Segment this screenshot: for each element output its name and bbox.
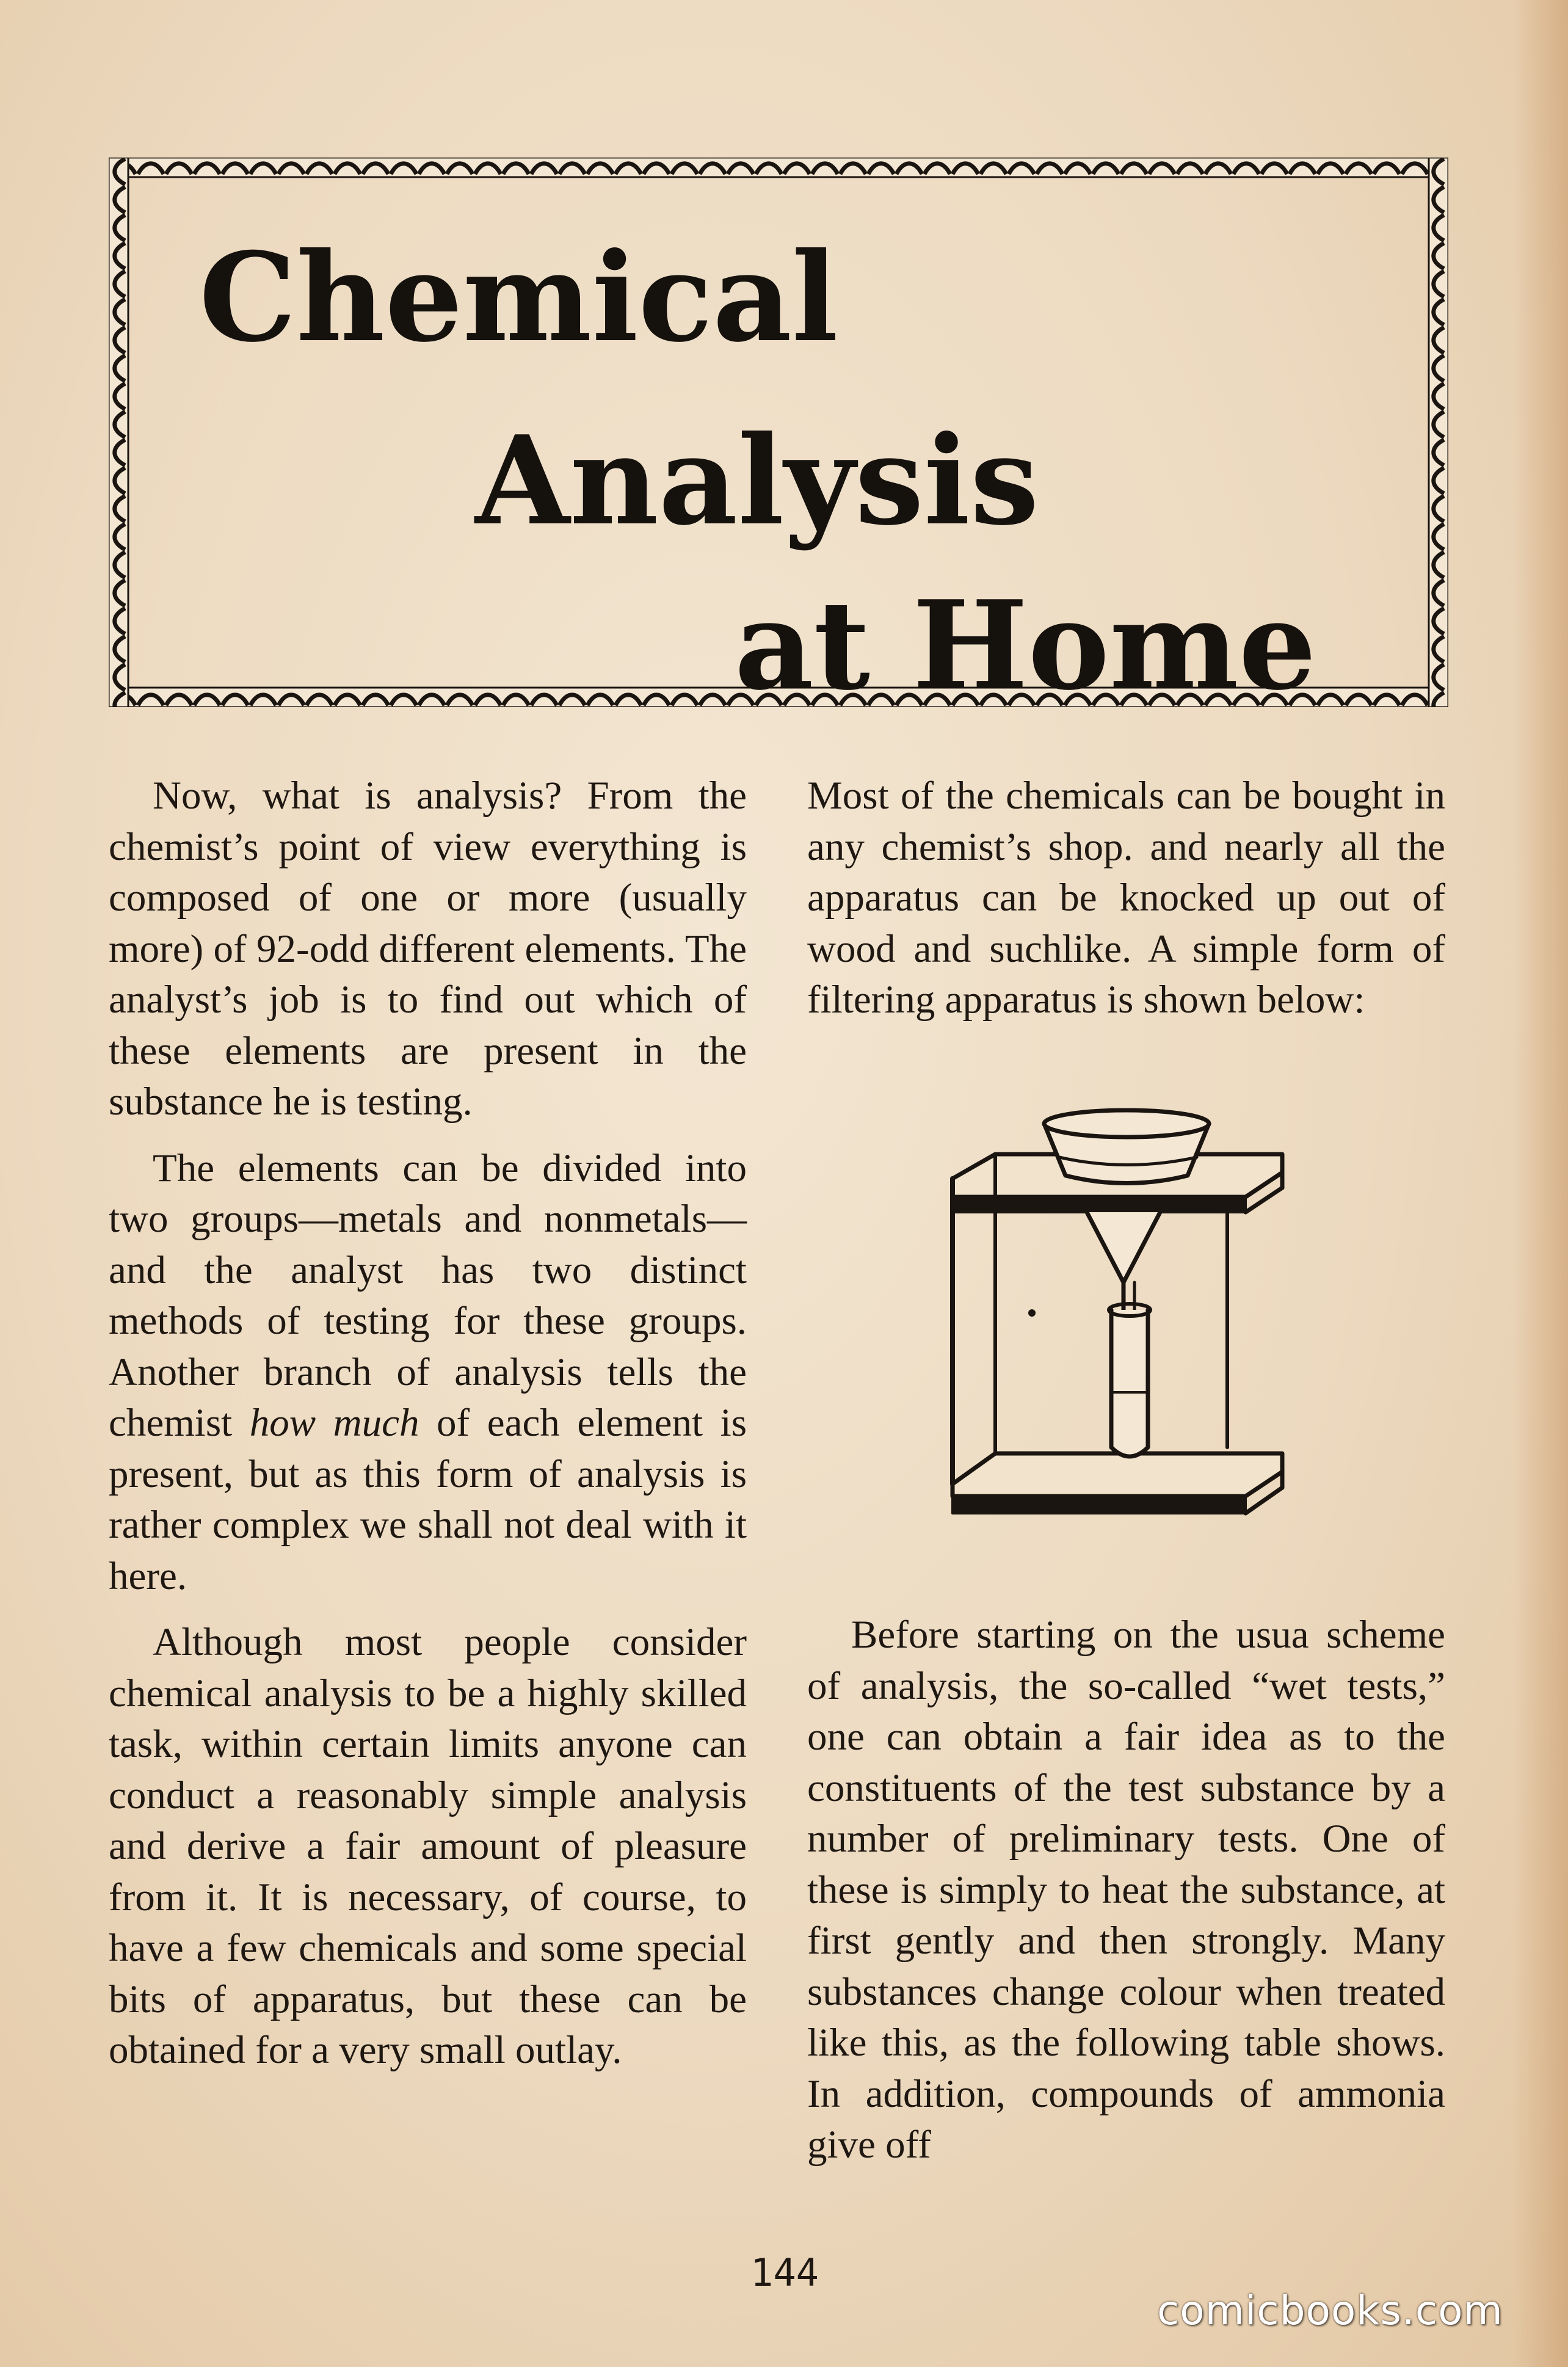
paragraph-analysis-intro: Now, what is analysis? From the chemist’s point of view everything is composed of one or more (usually more) of 92-odd different elements. The analyst’s job is to find out which of these elements are present in the substance he is testing. [109, 774, 747, 1124]
title-line-2: Analysis [475, 409, 1039, 553]
page-number: 144 [750, 2250, 819, 2295]
right-column-top [807, 771, 1445, 1026]
title-frame [109, 158, 1448, 718]
paragraph-chemicals: Most of the chemicals can be bought in any chemist’s shop. and nearly all the apparatus can be knocked up out of wood and suchlike. A simple form of filtering apparatus is shown below: [807, 774, 1445, 1022]
page-edge-shading [1513, 0, 1568, 2367]
left-column [109, 771, 747, 2076]
paragraph-preliminary-tests: Before starting on the usua scheme of analysis, the so-called “wet tests,” one can obtain a fair idea as to the constituents of the test substance by a number of preliminary tests. One of these is simply to heat the substance, at first gently and then strongly. Many substances change colour when treated like this, as the following table shows. In addition, compounds of ammonia give off [807, 1613, 1445, 2167]
italic-phrase: how much [249, 1401, 419, 1445]
right-column-bottom [807, 1610, 1445, 2171]
paragraph-text: The elements can be divided into two groups—metals and nonmetals—and the analyst has two distinct methods of testing for these groups. Another branch of analysis tells the chemist [109, 1146, 747, 1445]
paragraph-skilled-task: Although most people consider chemical analysis to be a highly skilled task, within certain limits anyone can conduct a reasonably simple analysis and derive a fair amount of pleasure from it. It is necessary, of course, to have a few chemicals and some special bits of apparatus, but these can be obtained for a very small outlay. [109, 1620, 747, 2072]
title-line-3: at Home [735, 574, 1316, 718]
paragraph-element-groups [109, 1143, 747, 1602]
title-line-1: Chemical [199, 226, 838, 369]
watermark-text: comicbooks.com [1157, 2287, 1503, 2334]
filter-apparatus-icon [940, 1105, 1325, 1588]
paragraph-text: of each element is present, but as this form of analysis is rather complex we shall not deal with it here. [109, 1401, 747, 1598]
